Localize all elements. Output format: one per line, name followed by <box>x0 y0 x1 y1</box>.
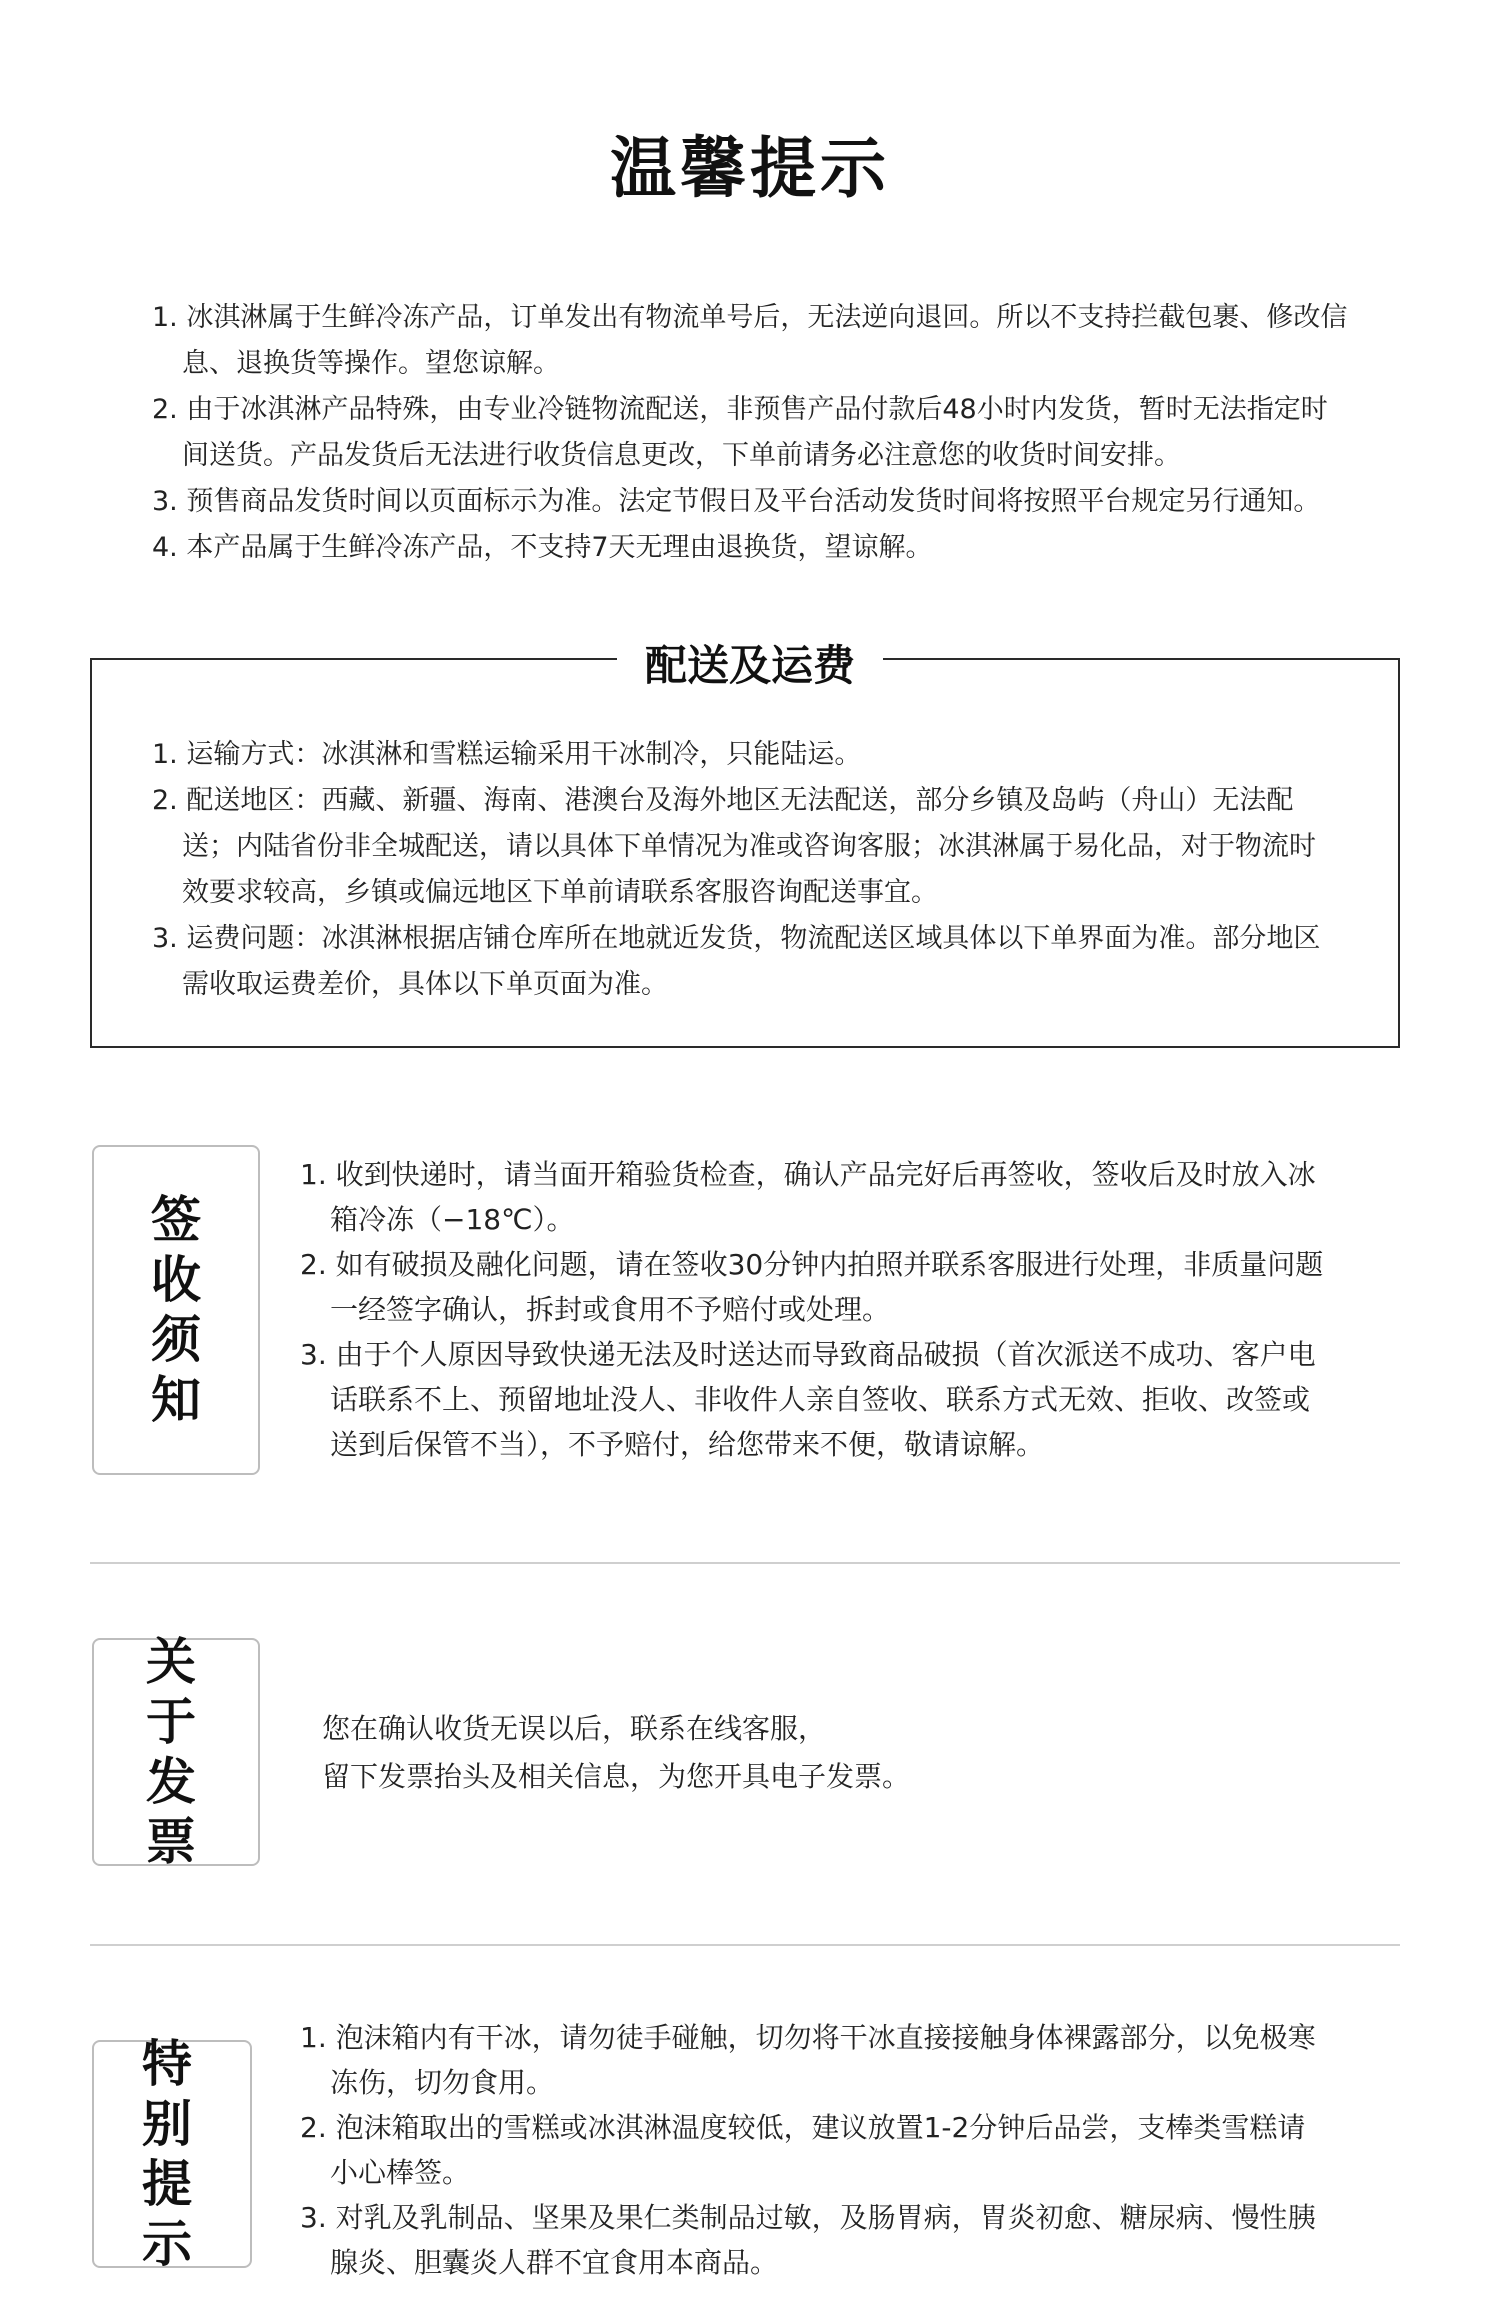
invoice-label-box <box>92 1633 260 1871</box>
special-list <box>300 2015 1330 2285</box>
receipt-list <box>300 1152 1330 1467</box>
special-item: 2. 泡沫箱取出的雪糕或冰淇淋温度较低，建议放置1-2分钟后品尝，支棒类雪糕请小心棒签。 <box>300 2111 1306 2189</box>
page-title: 温馨提示 <box>610 130 890 207</box>
notice-item: 4. 本产品属于生鲜冷冻产品，不支持7天无理由退换货，望谅解。 <box>152 532 933 563</box>
receipt-item: 1. 收到快递时，请当面开箱验货检查，确认产品完好后再签收，签收后及时放入冰箱冷冻（−18℃）。 <box>300 1158 1316 1236</box>
notice-list <box>152 295 1352 571</box>
shipping-item: 2. 配送地区：西藏、新疆、海南、港澳台及海外地区无法配送，部分乡镇及岛屿（舟山）无法配送；内陆省份非全城配送，请以具体下单情况为准或咨询客服；冰淇淋属于易化品，对于物流时效要求较高，乡镇或偏远地区下单前请联系客服咨询配送事宜。 <box>152 785 1316 908</box>
special-label-box <box>92 2035 252 2273</box>
special-label: 特别提示 <box>142 2035 202 2273</box>
shipping-list <box>152 732 1327 1008</box>
receipt-label: 签收须知 <box>151 1191 201 1429</box>
notice-item: 1. 冰淇淋属于生鲜冷冻产品，订单发出有物流单号后，无法逆向退回。所以不支持拦截包裹、修改信息、退换货等操作。望您谅解。 <box>152 302 1348 379</box>
invoice-text <box>322 1705 910 1801</box>
special-item: 3. 对乳及乳制品、坚果及果仁类制品过敏，及肠胃病，胃炎初愈、糖尿病、慢性胰腺炎、胆囊炎人群不宜食用本商品。 <box>300 2201 1316 2279</box>
invoice-label: 关于发票 <box>146 1633 206 1871</box>
receipt-label-box <box>92 1145 260 1475</box>
invoice-line: 留下发票抬头及相关信息，为您开具电子发票。 <box>322 1760 911 1793</box>
special-item: 1. 泡沫箱内有干冰，请勿徒手碰触，切勿将干冰直接接触身体裸露部分，以免极寒冻伤，切勿食用。 <box>300 2021 1316 2099</box>
notice-item: 3. 预售商品发货时间以页面标示为准。法定节假日及平台活动发货时间将按照平台规定另行通知。 <box>152 486 1321 517</box>
shipping-item: 3. 运费问题：冰淇淋根据店铺仓库所在地就近发货，物流配送区域具体以下单界面为准。部分地区需收取运费差价，具体以下单页面为准。 <box>152 923 1321 1000</box>
shipping-item: 1. 运输方式：冰淇淋和雪糕运输采用干冰制冷，只能陆运。 <box>152 739 862 770</box>
receipt-item: 3. 由于个人原因导致快递无法及时送达而导致商品破损（首次派送不成功、客户电话联系不上、预留地址没人、非收件人亲自签收、联系方式无效、拒收、改签或送到后保管不当），不予赔付，给您带来不便，敬请谅解。 <box>300 1338 1316 1461</box>
invoice-line: 您在确认收货无误以后，联系在线客服， <box>322 1712 827 1745</box>
receipt-item: 2. 如有破损及融化问题，请在签收30分钟内拍照并联系客服进行处理，非质量问题一经签字确认，拆封或食用不予赔付或处理。 <box>300 1248 1324 1326</box>
divider <box>90 1944 1400 1946</box>
divider <box>90 1562 1400 1564</box>
shipping-title: 配送及运费 <box>617 636 883 696</box>
notice-item: 2. 由于冰淇淋产品特殊，由专业冷链物流配送，非预售产品付款后48小时内发货，暂时无法指定时间送货。产品发货后无法进行收货信息更改，下单前请务必注意您的收货时间安排。 <box>152 394 1328 471</box>
shipping-title-wrap <box>0 636 1500 696</box>
